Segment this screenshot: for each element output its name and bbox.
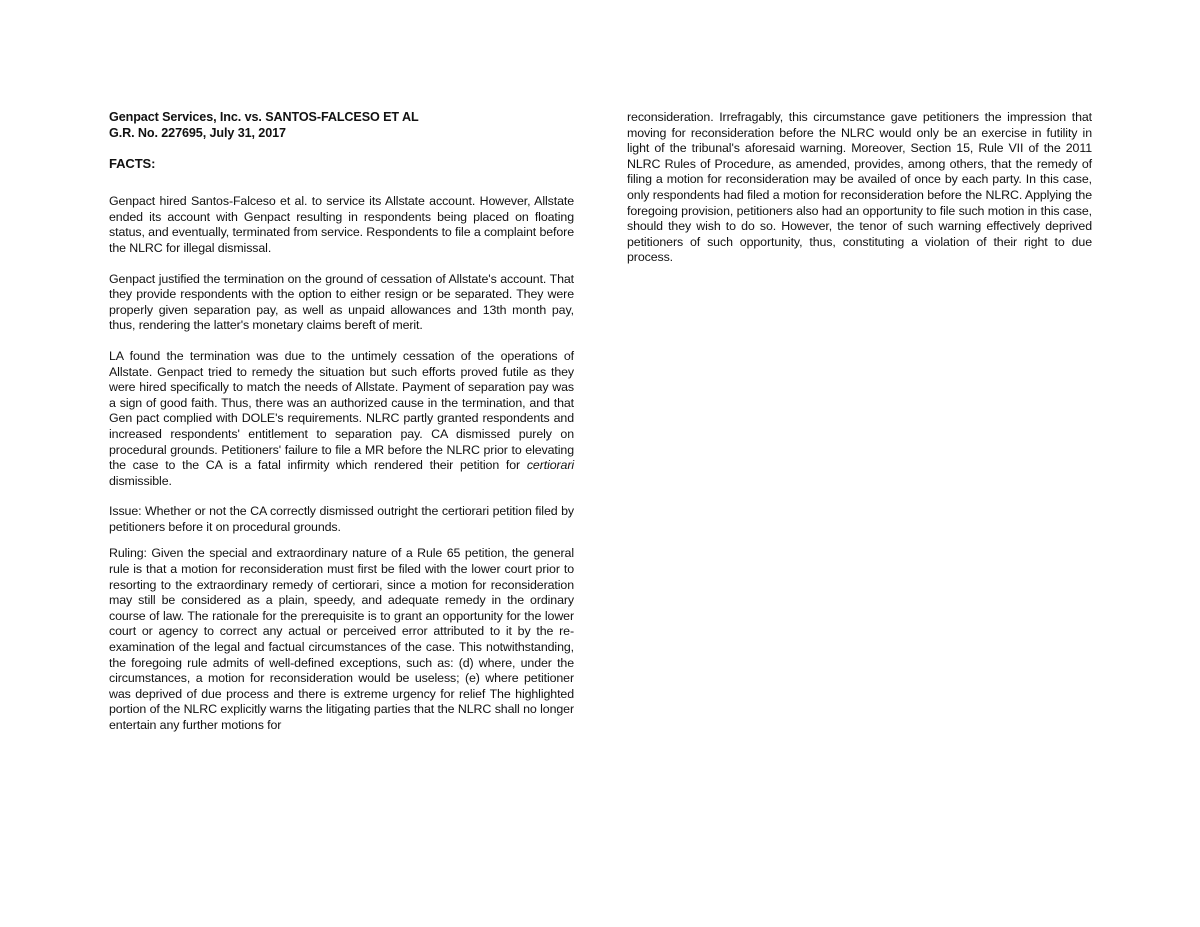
facts-paragraph-1: Genpact hired Santos-Falceso et al. to service its Allstate account. However, Allstate ended its account with Genpact resulting in respondents being placed on floating status, and eventually, terminated from service. Respondents to file a complaint before the NLRC for illegal dismissal. xyxy=(109,194,574,255)
facts-paragraph-3-end: dismissible. xyxy=(109,473,172,488)
ruling-paragraph-continued: reconsideration. Irrefragably, this circumstance gave petitioners the impression that moving for reconsideration before the NLRC would only be an exercise in futility in light of the tribunal's aforesaid warning. Moreover, Section 15, Rule VII of the 2011 NLRC Rules of Procedure, as amended, provides, among others, that the remedy of filing a motion for reconsideration may be availed of once by each party. In this case, only respondents had filed a motion for reconsideration before the NLRC. Applying the foregoing provision, petitioners also had an opportunity to file such motion in this case, should they wish to do so. However, the tenor of such warning effectively deprived petitioners of such opportunity, thus, constituting a violation of their right to due process. xyxy=(627,110,1092,265)
issue-paragraph: Issue: Whether or not the CA correctly dismissed outright the certiorari petition filed by petitioners before it on procedural grounds. xyxy=(109,504,574,534)
certiorari-italic: certiorari xyxy=(526,458,575,473)
facts-paragraph-3 xyxy=(109,349,574,489)
case-name: Genpact Services, Inc. vs. SANTOS-FALCESO ET AL xyxy=(109,110,419,124)
ruling-paragraph: Ruling: Given the special and extraordinary nature of a Rule 65 petition, the general rule is that a motion for reconsideration must first be filed with the lower court prior to resorting to the extraordinary remedy of certiorari, since a motion for reconsideration may still be considered as a plain, speedy, and adequate remedy in the ordinary course of law. The rationale for the prerequisite is to grant an opportunity for the lower court or agency to correct any actual or perceived error attributed to it by the re-examination of the legal and factual circumstances of the case. This notwithstanding, the foregoing rule admits of well-defined exceptions, such as: (d) where, under the circumstances, a motion for reconsideration would be useless; (e) where petitioner was deprived of due process and there is extreme urgency for relief The highlighted portion of the NLRC explicitly warns the litigating parties that the NLRC shall no longer entertain any further motions for xyxy=(109,546,574,732)
facts-paragraph-2: Genpact justified the termination on the ground of cessation of Allstate's account. That they provide respondents with the option to either resign or be separated. They were properly given separation pay, as well as unpaid allowances and 13th month pay, thus, rendering the latter's monetary claims bereft of merit. xyxy=(109,271,574,333)
case-citation: G.R. No. 227695, July 31, 2017 xyxy=(109,125,286,140)
facts-paragraph-3-text: LA found the termination was due to the untimely cessation of the operations of Allstate. Genpact tried to remedy the situation but such efforts proved futile as they were hired specifically to match the needs of Allstate. Payment of separation pay was a sign of good faith. Thus, there was an authorized cause in the termination, and that Gen pact complied with DOLE's requirements. NLRC partly granted respondents and increased respondents' entitlement to separation pay. CA dismissed purely on procedural grounds. Petitioners' failure to file a MR before the NLRC prior to elevating the case to the CA is a fatal infirmity which rendered their petition for xyxy=(109,348,574,473)
facts-heading: FACTS: xyxy=(109,156,156,172)
case-title xyxy=(109,110,574,141)
right-column xyxy=(627,110,1092,266)
left-column xyxy=(109,110,574,734)
